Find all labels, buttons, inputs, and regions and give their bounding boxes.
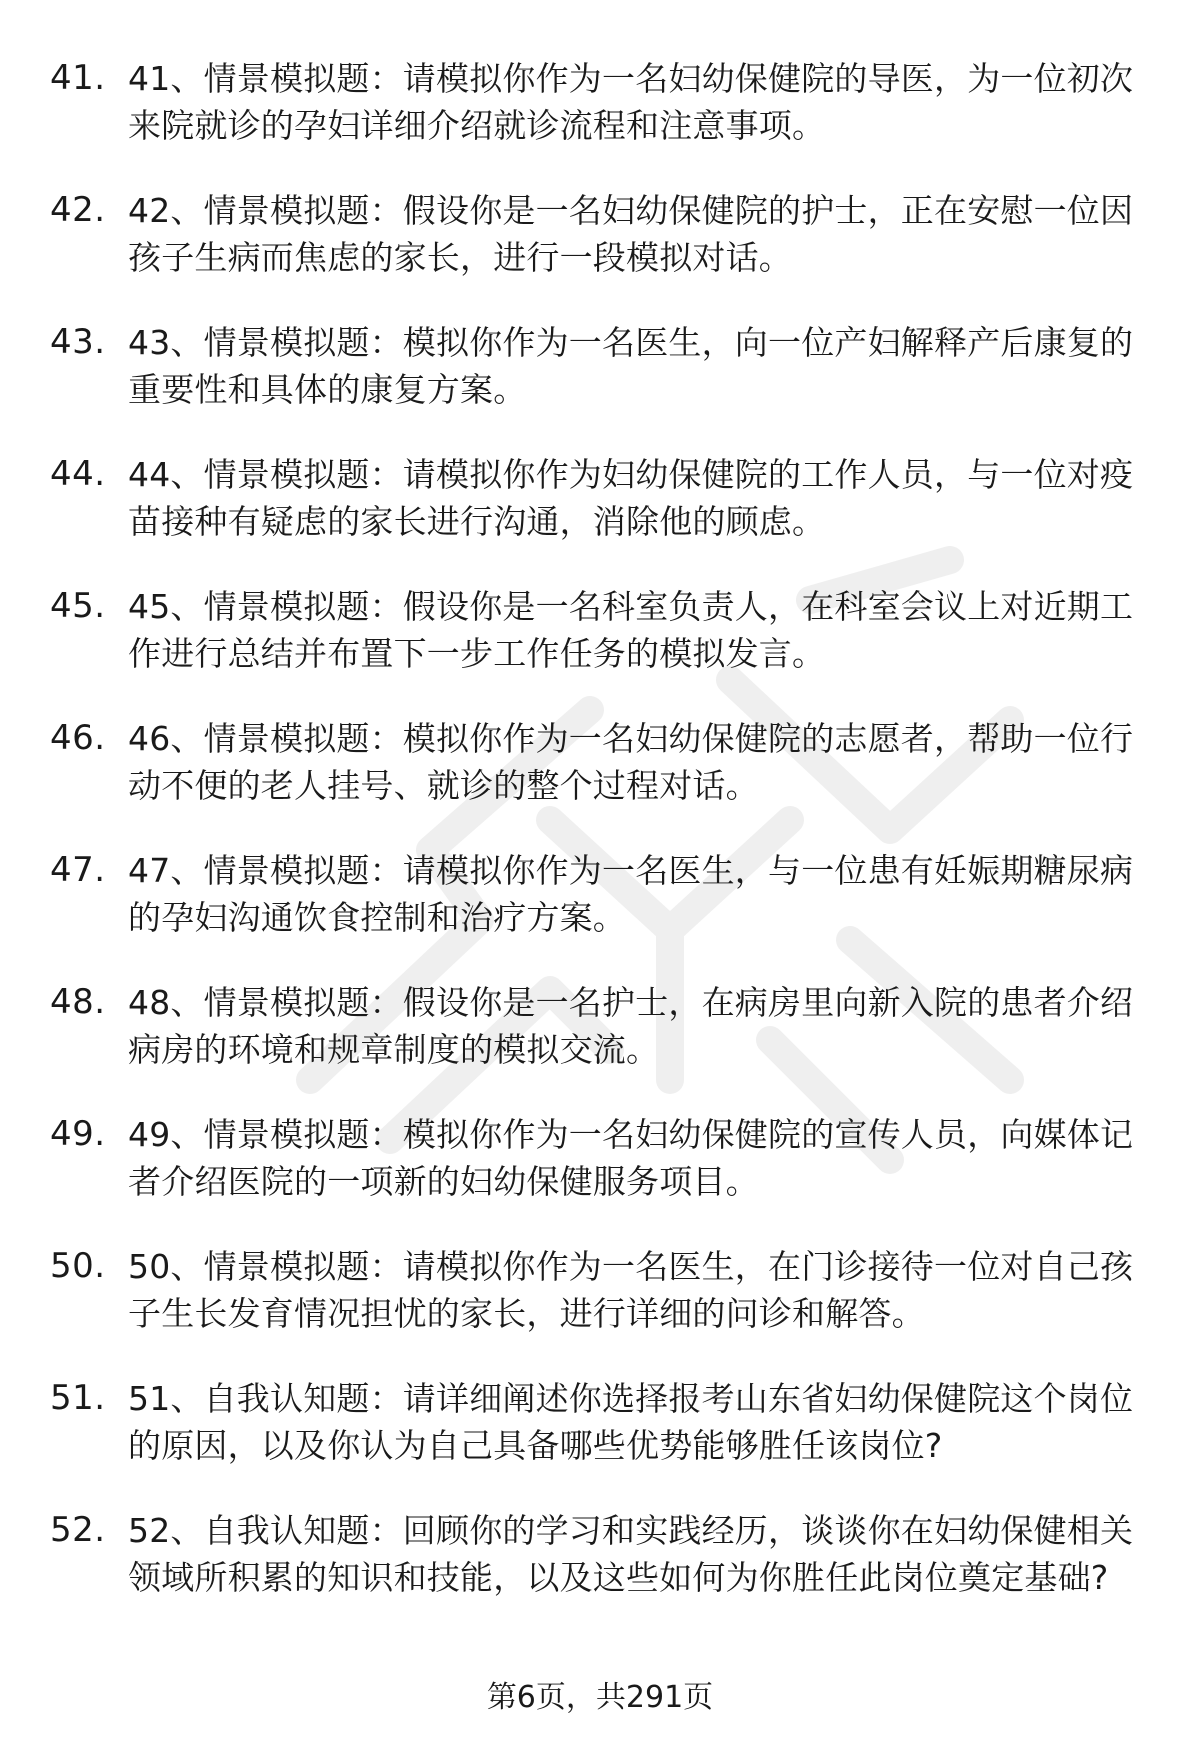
list-item — [50, 187, 1160, 281]
question-number: 44. — [50, 454, 106, 494]
question-text: 43、情景模拟题：模拟你作为一名医生，向一位产妇解释产后康复的重要性和具体的康复方案。 — [128, 323, 1134, 409]
list-item — [50, 1111, 1160, 1205]
question-text: 41、情景模拟题：请模拟你作为一名妇幼保健院的导医，为一位初次来院就诊的孕妇详细介绍就诊流程和注意事项。 — [128, 59, 1134, 145]
question-text: 50、情景模拟题：请模拟你作为一名医生，在门诊接待一位对自己孩子生长发育情况担忧的家长，进行详细的问诊和解答。 — [128, 1247, 1134, 1333]
question-text: 46、情景模拟题：模拟你作为一名妇幼保健院的志愿者，帮助一位行动不便的老人挂号、就诊的整个过程对话。 — [128, 719, 1134, 805]
question-text: 49、情景模拟题：模拟你作为一名妇幼保健院的宣传人员，向媒体记者介绍医院的一项新的妇幼保健服务项目。 — [128, 1115, 1134, 1201]
question-text: 42、情景模拟题：假设你是一名妇幼保健院的护士，正在安慰一位因孩子生病而焦虑的家长，进行一段模拟对话。 — [128, 191, 1134, 277]
question-text: 47、情景模拟题：请模拟你作为一名医生，与一位患有妊娠期糖尿病的孕妇沟通饮食控制和治疗方案。 — [128, 851, 1134, 937]
question-number: 48. — [50, 982, 106, 1022]
list-item — [50, 715, 1160, 809]
list-item — [50, 1375, 1160, 1469]
list-item — [50, 847, 1160, 941]
question-number: 50. — [50, 1246, 106, 1286]
list-item — [50, 55, 1160, 149]
question-text: 52、自我认知题：回顾你的学习和实践经历，谈谈你在妇幼保健相关领域所积累的知识和技能，以及这些如何为你胜任此岗位奠定基础? — [128, 1511, 1134, 1597]
question-number: 52. — [50, 1510, 106, 1550]
question-number: 42. — [50, 190, 106, 230]
list-item — [50, 583, 1160, 677]
question-number: 43. — [50, 322, 106, 362]
question-text: 48、情景模拟题：假设你是一名护士，在病房里向新入院的患者介绍病房的环境和规章制度的模拟交流。 — [128, 983, 1134, 1069]
list-item — [50, 319, 1160, 413]
list-item — [50, 979, 1160, 1073]
list-item — [50, 1243, 1160, 1337]
question-number: 45. — [50, 586, 106, 626]
question-number: 49. — [50, 1114, 106, 1154]
question-text: 44、情景模拟题：请模拟你作为妇幼保健院的工作人员，与一位对疫苗接种有疑虑的家长进行沟通，消除他的顾虑。 — [128, 455, 1134, 541]
question-list — [50, 55, 1160, 1639]
question-number: 47. — [50, 850, 106, 890]
question-number: 46. — [50, 718, 106, 758]
question-number: 51. — [50, 1378, 106, 1418]
list-item — [50, 1507, 1160, 1601]
question-text: 51、自我认知题：请详细阐述你选择报考山东省妇幼保健院这个岗位的原因，以及你认为自己具备哪些优势能够胜任该岗位? — [128, 1379, 1134, 1465]
list-item — [50, 451, 1160, 545]
question-text: 45、情景模拟题：假设你是一名科室负责人，在科室会议上对近期工作进行总结并布置下一步工作任务的模拟发言。 — [128, 587, 1134, 673]
page-footer: 第6页，共291页 — [486, 1680, 714, 1715]
question-number: 41. — [50, 58, 106, 98]
